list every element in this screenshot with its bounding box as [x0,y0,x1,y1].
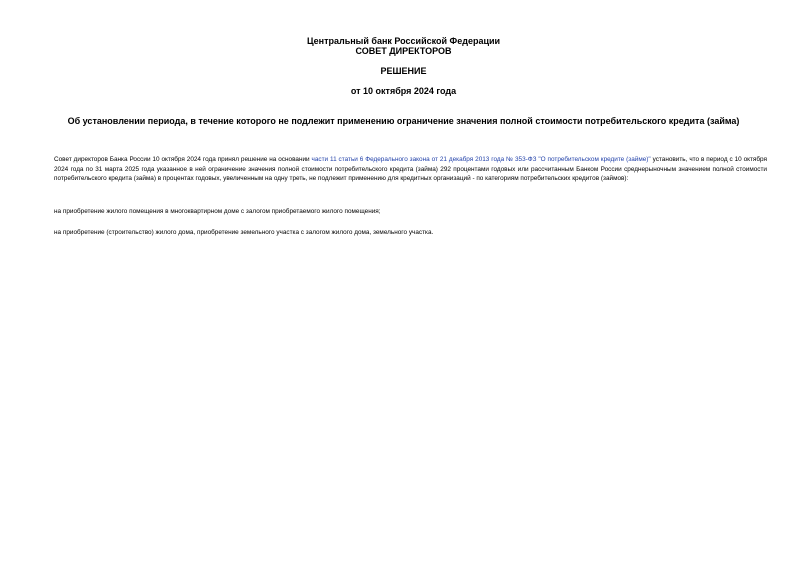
document-type: РЕШЕНИЕ [380,66,427,76]
issuer-name: Центральный банк Российской Федерации [306,36,501,46]
category-item-2: на приобретение (строительство) жилого дома, приобретение земельного участка с залогом жилого дома, земельного участка. [54,229,434,236]
paragraph-text-before-link: Совет директоров Банка России 10 октября 2024 года принял решение на основании [54,156,312,163]
issuer-body: СОВЕТ ДИРЕКТОРОВ [355,46,452,56]
paragraph-text-after-link: установить, что в период с 10 октября 2024 года по 31 марта 2025 года указанное в ней ограничение значения полной стоимости потребительского кредита (займа) 292 процентами годовых или рассчитанным Банком России среднерыночным значением полной стоимости потребительского кредита (займа) в процентах годовых, увеличенным на одну треть, не подлежит применению для кредитных организаций - по категориям потребительских кредитов (займов): [54,156,767,183]
document-title: Об установлении периода, в течение которого не подлежит применению ограничение значения полной стоимости потребительского кредита (займа) [67,116,740,126]
category-item-1: на приобретение жилого помещения в многоквартирном доме с залогом приобретаемого жилого помещения; [54,208,381,215]
law-reference-link[interactable]: части 11 статьи 6 Федерального закона от 21 декабря 2013 года № 353-ФЗ "О потребительском кредите (займе)" [311,156,651,163]
decision-paragraph [54,155,767,184]
document-date: от 10 октября 2024 года [350,86,457,96]
